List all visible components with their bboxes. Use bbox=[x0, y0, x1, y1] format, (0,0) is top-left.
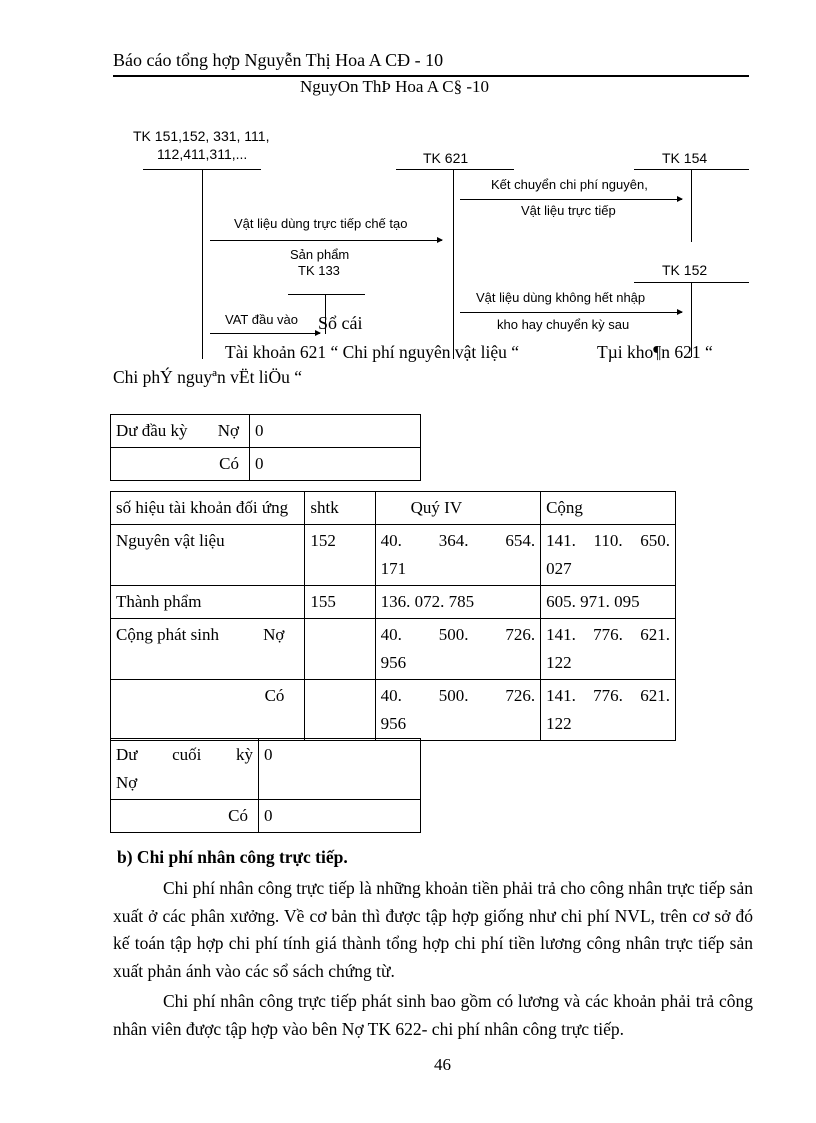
opening-balance-label: Dư đầu kỳ bbox=[116, 421, 188, 440]
tk133-label: TK 133 bbox=[298, 263, 340, 278]
table-row bbox=[111, 680, 676, 741]
header-q4: Quý IV bbox=[375, 492, 540, 525]
transfer-label-line2: Vật liệu trực tiếp bbox=[521, 203, 616, 218]
header-shtk: shtk bbox=[305, 492, 375, 525]
row-name: Cộng phát sinh Nợ bbox=[111, 619, 305, 680]
row-shtk bbox=[305, 619, 375, 680]
unused-label-line1: Vật liệu dùng không hết nhập bbox=[476, 290, 646, 305]
source-accounts-line2: 112,411,311,... bbox=[157, 146, 248, 162]
row-q4: 40. 364. 654. 171 bbox=[375, 525, 540, 586]
section-paragraph-2: Chi phí nhân công trực tiếp phát sinh bao gồm có lương và các khoản phải trả công nhân viên được tập hợp vào bên Nợ TK 622- chi phí nhân công trực tiếp. bbox=[113, 991, 753, 1039]
opening-balance-table bbox=[110, 414, 421, 481]
header-account: số hiệu tài khoản đối ứng bbox=[111, 492, 305, 525]
closing-co-label: Có bbox=[111, 800, 259, 833]
row-total: 141. 776. 621. 122 bbox=[541, 619, 676, 680]
row-total: 141. 776. 621. 122 bbox=[541, 680, 676, 741]
closing-balance-table bbox=[110, 738, 421, 833]
row-shtk: 155 bbox=[305, 586, 375, 619]
tk621-t-top bbox=[396, 169, 514, 170]
ledger-account-title-garbled: Tµi kho¶n 621 “ bbox=[597, 342, 713, 362]
header-garbled-line: NguyOn ThÞ Hoa A C§ -10 bbox=[300, 77, 490, 96]
ledger-title: Sổ cái bbox=[318, 313, 363, 333]
row-q4: 136. 072. 785 bbox=[375, 586, 540, 619]
tk152-label: TK 152 bbox=[662, 262, 708, 278]
closing-no-label: Nợ bbox=[116, 773, 138, 792]
header-total: Cộng bbox=[541, 492, 676, 525]
unused-arrow bbox=[460, 312, 682, 313]
row-name: Thành phẩm bbox=[111, 586, 305, 619]
source-accounts-line1: TK 151,152, 331, 111, bbox=[133, 128, 270, 144]
closing-no-value: 0 bbox=[259, 739, 421, 800]
table-row bbox=[111, 586, 676, 619]
row-name: Có bbox=[111, 680, 305, 741]
transfer-label-line1: Kết chuyển chi phí nguyên, bbox=[491, 177, 648, 192]
ledger-table bbox=[110, 491, 676, 741]
tk133-t-top bbox=[288, 294, 365, 295]
row-q4: 40. 500. 726. 956 bbox=[375, 619, 540, 680]
tk154-t-stem bbox=[691, 169, 692, 242]
table-row bbox=[111, 619, 676, 680]
direct-material-label: Vật liệu dùng trực tiếp chế tạo bbox=[234, 216, 408, 231]
ledger-account-subtitle-garbled: Chi phÝ nguyªn vËt liÖu “ bbox=[113, 367, 303, 387]
ledger-account-title: Tài khoản 621 “ Chi phí nguyên vật liệu “ bbox=[225, 342, 520, 362]
row-q4: 40. 500. 726. 956 bbox=[375, 680, 540, 741]
section-paragraph-1: Chi phí nhân công trực tiếp là những khoản tiền phải trả cho công nhân trực tiếp sản xuất ở các phân xưởng. Về cơ bản thì được tập hợp giống như chi phí NVL, trên cơ sở đó kế toán tập hợp chi phí tính giá thành tổng hợp chi phí tiền lương công nhân trực tiếp sản xuất phản ánh vào các sổ sách chứng từ. bbox=[113, 878, 753, 981]
tk154-label: TK 154 bbox=[662, 150, 708, 166]
closing-balance-label-cell: Dư cuối kỳ Nợ bbox=[111, 739, 259, 800]
page-header-title: Báo cáo tổng hợp Nguyễn Thị Hoa A CĐ - 10 bbox=[113, 50, 444, 70]
table-row bbox=[111, 525, 676, 586]
vat-label: VAT đầu vào bbox=[225, 312, 298, 327]
opening-no-value: 0 bbox=[250, 415, 421, 448]
tk621-t-stem bbox=[453, 169, 454, 359]
page-number: 46 bbox=[434, 1055, 451, 1074]
unused-label-line2: kho hay chuyển kỳ sau bbox=[497, 317, 630, 332]
row-total: 605. 971. 095 bbox=[541, 586, 676, 619]
product-label: Sản phẩm bbox=[290, 247, 350, 262]
closing-co-value: 0 bbox=[259, 800, 421, 833]
row-name: Nguyên vật liệu bbox=[111, 525, 305, 586]
opening-co-value: 0 bbox=[250, 448, 421, 481]
row-shtk bbox=[305, 680, 375, 741]
transfer-arrow bbox=[460, 199, 682, 200]
row-total: 141. 110. 650. 027 bbox=[541, 525, 676, 586]
source-account-t-stem bbox=[202, 169, 203, 359]
opening-balance-label-cell bbox=[111, 415, 250, 448]
opening-co-label: Có bbox=[111, 448, 250, 481]
direct-material-arrow bbox=[210, 240, 442, 241]
section-heading: b) Chi phí nhân công trực tiếp. bbox=[117, 847, 348, 867]
tk621-label: TK 621 bbox=[423, 150, 469, 166]
row-shtk: 152 bbox=[305, 525, 375, 586]
vat-arrow bbox=[210, 333, 320, 334]
opening-no-label: Nợ bbox=[217, 421, 239, 440]
